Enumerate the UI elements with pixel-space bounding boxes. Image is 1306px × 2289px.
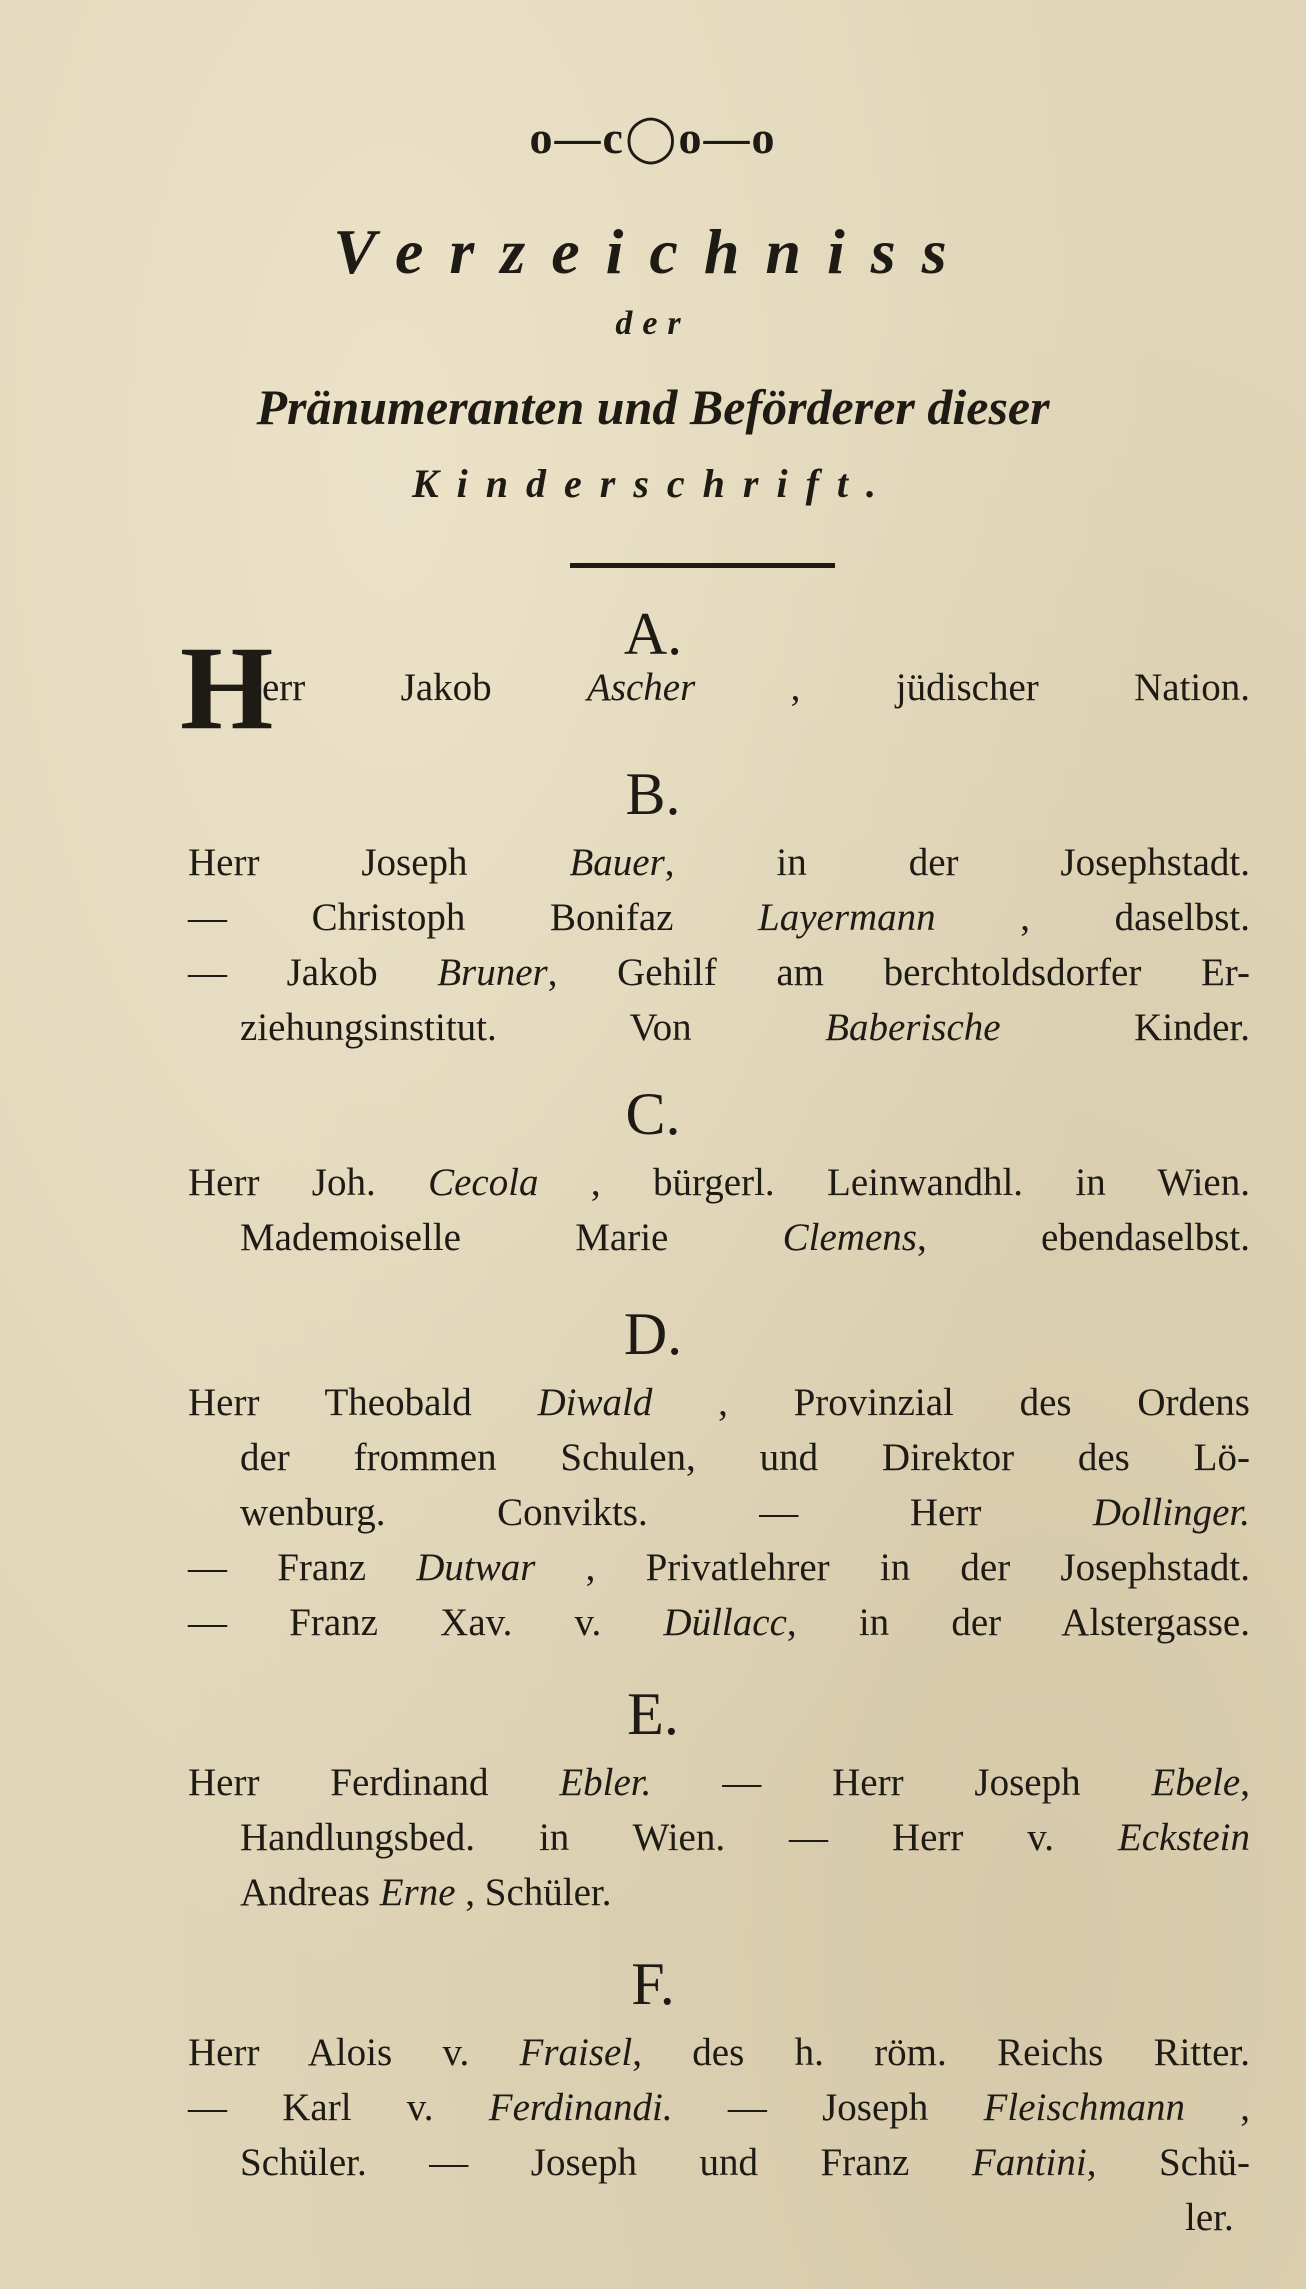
entry-text: , bürgerl. Leinwandhl. in Wien.	[538, 1161, 1250, 1204]
entry-text: — Karl v.	[188, 2086, 489, 2129]
divider-rule	[570, 563, 835, 568]
surname: Baberische	[825, 1006, 1001, 1049]
entry-text: , in der Alstergasse.	[786, 1601, 1250, 1644]
title-line-2: der	[615, 305, 691, 342]
surname: Düllacc	[663, 1601, 787, 1644]
section-letter: D.	[623, 1301, 683, 1367]
entry-text: — Joseph	[672, 2086, 984, 2129]
surname: Fleischmann	[983, 2086, 1185, 2129]
surname: Layermann	[758, 896, 936, 939]
entry-text: Handlungsbed. in Wien. — Herr v.	[240, 1816, 1118, 1859]
entry-line	[188, 950, 1250, 995]
entry-text: Kinder.	[1000, 1006, 1250, 1049]
surname: Clemens	[782, 1216, 917, 1259]
entry-text: , des h. röm. Reichs Ritter.	[632, 2031, 1250, 2074]
surname: Eckstein	[1117, 1816, 1250, 1859]
entry-text: Herr Alois v.	[188, 2031, 520, 2074]
surname: Bauer	[569, 841, 665, 884]
entry-line	[188, 2030, 1250, 2075]
entry-line	[188, 895, 1250, 940]
section-letter: E.	[627, 1681, 679, 1747]
surname: Bruner	[437, 951, 548, 994]
entry-text: — Franz Xav. v.	[188, 1601, 664, 1644]
surname: Cecola	[428, 1161, 539, 1204]
entry-line	[240, 1435, 1250, 1480]
surname: Erne	[379, 1871, 456, 1914]
entry-text: err Jakob	[262, 666, 587, 709]
surname: Ebler.	[559, 1761, 652, 1804]
entry-text: Herr Ferdinand	[188, 1761, 560, 1804]
entry-text: , ebendaselbst.	[916, 1216, 1251, 1259]
entry-text: Herr Theobald	[188, 1381, 538, 1424]
entry-text: Herr Joseph	[188, 841, 570, 884]
surname: Dutwar	[416, 1546, 536, 1589]
entry-line	[240, 1490, 1250, 1535]
entry-line	[188, 1600, 1250, 1645]
entry-text: , Schü-	[1086, 2141, 1250, 2184]
entry-text: Schüler. — Joseph und Franz	[240, 2141, 972, 2184]
entry-text: ziehungsinstitut. Von	[240, 1006, 826, 1049]
entry-line	[188, 840, 1250, 885]
entry-line	[240, 1870, 1250, 1915]
entry-text: — Jakob	[188, 951, 438, 994]
section-letter: B.	[625, 761, 681, 827]
entry-line	[188, 1160, 1250, 1205]
surname: Fraisel	[519, 2031, 633, 2074]
entry-line	[188, 1760, 1250, 1805]
drop-cap: H	[180, 621, 274, 754]
entry-line	[188, 2085, 1250, 2130]
section-letter: C.	[625, 1081, 681, 1147]
entry-text: ,	[1240, 1761, 1250, 1804]
entry-text: ler.	[1185, 2196, 1234, 2239]
surname: Ascher	[587, 666, 696, 709]
surname: Dollinger.	[1092, 1491, 1250, 1534]
entry-text: ,	[1185, 2086, 1251, 2129]
entry-text: — Herr Joseph	[651, 1761, 1152, 1804]
entry-text: , in der Josephstadt.	[664, 841, 1250, 884]
entry-line	[262, 665, 1250, 710]
surname: Ebele	[1151, 1761, 1241, 1804]
entry-line	[240, 2140, 1250, 2185]
entry-text: , jüdischer Nation.	[695, 666, 1250, 709]
surname: Fantini	[971, 2141, 1087, 2184]
entry-text: , Privatlehrer in der Josephstadt.	[535, 1546, 1250, 1589]
entry-text: , Schüler.	[455, 1871, 612, 1914]
entry-text: Herr Joh.	[188, 1161, 429, 1204]
section-letter: F.	[631, 1951, 675, 2017]
surname: Diwald	[537, 1381, 653, 1424]
entry-line	[240, 1215, 1250, 1260]
section-letter: A.	[623, 601, 683, 667]
entry-text: wenburg. Convikts. — Herr	[240, 1491, 1093, 1534]
entry-text: — Franz	[188, 1546, 417, 1589]
entry-text: der frommen Schulen, und Direktor des Lö-	[240, 1436, 1250, 1479]
entry-text: , Provinzial des Ordens	[652, 1381, 1250, 1424]
entry-text: Andreas	[240, 1871, 380, 1914]
entry-line	[240, 1815, 1250, 1860]
entry-line	[188, 1545, 1250, 1590]
entry-text: — Christoph Bonifaz	[188, 896, 759, 939]
entry-text: Mademoiselle Marie	[240, 1216, 783, 1259]
entry-text: , Gehilf am berchtoldsdorfer Er-	[547, 951, 1250, 994]
title-line-3: Pränumeranten und Beförderer dieser	[256, 379, 1050, 435]
surname: Ferdinandi.	[488, 2086, 673, 2129]
entry-line	[240, 1005, 1250, 1050]
title-line-1: Verzeichniss	[333, 216, 973, 287]
title-line-4: Kinderschrift.	[411, 461, 895, 506]
entry-line	[188, 1380, 1250, 1425]
entry-text: , daselbst.	[935, 896, 1250, 939]
ornament-header: o—c◯o—o	[529, 112, 777, 163]
entry-line	[1185, 2195, 1234, 2240]
